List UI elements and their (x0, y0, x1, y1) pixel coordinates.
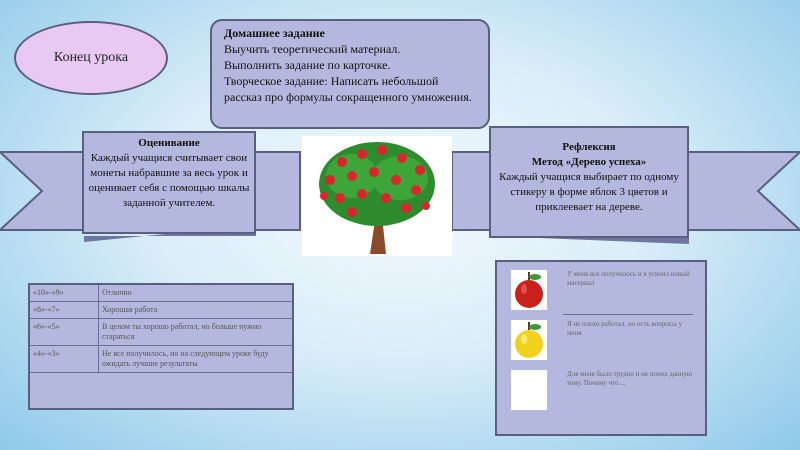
yellow-apple-icon (511, 320, 547, 360)
reflection-panel (489, 126, 689, 238)
assessment-text: Каждый учащися считывает свои монеты набравшие за весь урок и оценивает себя с помощью шкалы заданной учителем. (88, 152, 250, 209)
table-row (30, 285, 292, 302)
yellow-apple-text: Я не плохо работал, но есть вопросы у меня (567, 320, 683, 337)
score-cell: «4»-«3» (30, 346, 99, 373)
success-tree-image (302, 136, 452, 256)
reflection-text: Каждый учащися выбирает по одному стикеру в форме яблок 3 цветов и приклеевает на дереве. (499, 171, 679, 213)
homework-title: Домашнее задание (224, 26, 325, 40)
description-cell: Отлично (99, 285, 293, 302)
end-lesson-oval (14, 21, 168, 95)
table-row (30, 319, 292, 346)
homework-box (210, 19, 490, 129)
description-cell: Хорошая работа (99, 302, 293, 319)
apple-stickers-box (495, 260, 707, 436)
divider (563, 314, 693, 315)
reflection-title: Рефлексия (562, 141, 616, 153)
assessment-panel (82, 131, 256, 234)
score-cell: «8»-«7» (30, 302, 99, 319)
score-cell: «10»-«9» (30, 285, 99, 302)
score-cell: «6»-«5» (30, 319, 99, 346)
description-cell: Не все получилось, но на следующем уроке буду ожидать лучшие результаты (99, 346, 293, 373)
green-apple-sticker (511, 370, 547, 410)
table-row (30, 346, 292, 373)
red-apple-icon (511, 270, 547, 310)
grading-scale-table (28, 283, 294, 410)
apple-tree-icon (302, 136, 452, 256)
table-row (30, 302, 292, 319)
yellow-apple-sticker (511, 320, 547, 360)
description-cell: В целом ты хорошо работал, но больше нужно стараться (99, 319, 293, 346)
assessment-title: Оценивание (138, 137, 200, 149)
homework-line: Выполнить задание по карточке. (224, 58, 391, 72)
homework-line: Творческое задание: Написать небольшой рассказ про формулы сокращенного умножения. (224, 74, 472, 104)
green-apple-text: Для меня было трудно и не понял данную тему. Почему что ... (567, 370, 693, 387)
red-apple-text: У меня все получилось и я усвоил новый материал (567, 270, 690, 287)
end-lesson-label: Конец урока (53, 50, 129, 65)
reflection-subtitle: Метод «Дерево успеха» (531, 156, 647, 168)
homework-line: Выучить теоретический материал. (224, 42, 401, 56)
red-apple-sticker (511, 270, 547, 310)
